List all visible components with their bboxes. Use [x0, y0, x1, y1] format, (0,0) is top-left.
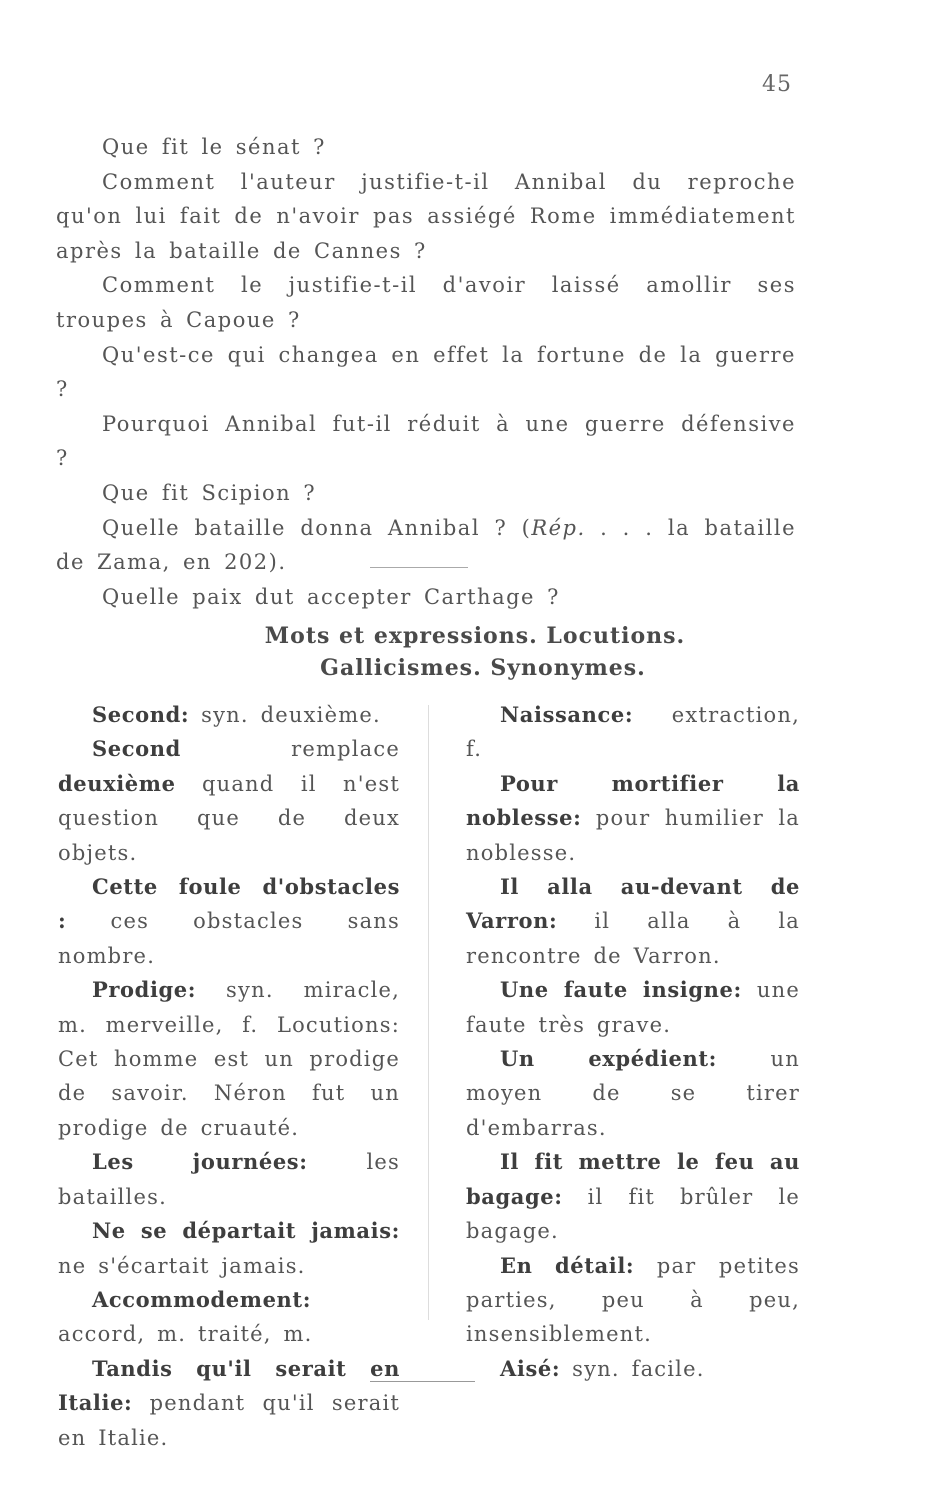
- vocab-term: Second:: [92, 702, 190, 727]
- column-divider: [428, 705, 429, 1320]
- vocab-term: Aisé:: [500, 1355, 561, 1381]
- vocab-entry: [466, 1042, 800, 1145]
- vocab-definition: une faute très grave.: [466, 978, 800, 1037]
- vocab-term: Une faute insigne:: [500, 977, 742, 1003]
- vocab-term: Prodige:: [92, 977, 197, 1003]
- question: Que fit Scipion ?: [102, 480, 317, 505]
- review-questions: [56, 130, 796, 614]
- vocab-entry: [466, 698, 800, 767]
- vocab-definition: pendant qu'il serait en Italie.: [58, 1391, 400, 1450]
- vocab-definition: un moyen de se tirer d'embarras.: [466, 1047, 800, 1140]
- vocab-definition: il fit brûler le bagage.: [466, 1184, 800, 1244]
- italic-abbreviation: Rép.: [531, 515, 586, 540]
- vocab-entry: [466, 870, 800, 973]
- vocab-entry: [58, 1352, 400, 1455]
- vocab-entry: [58, 973, 400, 1145]
- vocab-entry: [466, 1249, 800, 1352]
- question: Quelle paix dut accepter Carthage ?: [102, 584, 560, 609]
- vocab-term: Un expédient:: [500, 1046, 718, 1072]
- question: Qu'est-ce qui changea en effet la fortune de la guerre ?: [56, 342, 796, 402]
- vocab-entry: [58, 698, 400, 732]
- vocab-term: Ne se départait jamais:: [92, 1218, 400, 1244]
- footer-divider: [370, 1381, 475, 1382]
- vocab-entry: [58, 1145, 400, 1214]
- vocab-entry: [466, 1352, 800, 1386]
- section-title: [0, 620, 942, 684]
- vocab-entry: [466, 767, 800, 870]
- question: Quelle bataille donna Annibal ? (Rép. . . . la bataille de Zama, en 202).: [56, 515, 796, 575]
- vocab-definition: extraction, f.: [466, 703, 800, 762]
- vocab-definition: syn. miracle, m. merveille, f. Locutions: Cet homme est un prodige de savoir. Néron fut un prodige de cruauté.: [58, 978, 400, 1140]
- vocab-definition: par petites parties, peu à peu, insensiblement.: [466, 1253, 800, 1347]
- page-number: 45: [762, 72, 792, 97]
- vocab-term: En détail:: [500, 1252, 635, 1278]
- vocab-term: deuxième: [58, 770, 176, 796]
- vocab-term: Naissance:: [500, 702, 634, 727]
- vocab-definition: ces obstacles sans nombre.: [58, 909, 400, 968]
- vocab-definition: quand il n'est question que de deux objets.: [58, 771, 400, 865]
- question: Comment le justifie-t-il d'avoir laissé amollir ses troupes à Capoue ?: [56, 273, 796, 332]
- vocab-entry: [58, 732, 400, 870]
- vocab-definition: les batailles.: [58, 1150, 400, 1209]
- vocab-term: Il fit mettre le feu au bagage:: [466, 1149, 800, 1209]
- vocab-term: Accommodement:: [92, 1286, 312, 1312]
- question: Pourquoi Annibal fut-il réduit à une guerre défensive ?: [56, 411, 796, 471]
- vocab-definition: remplace: [180, 737, 400, 762]
- vocab-definition: il alla à la rencontre de Varron.: [466, 909, 800, 968]
- vocabulary-column-left: [58, 698, 400, 1455]
- section-title-line: Mots et expressions. Locutions.: [264, 623, 686, 649]
- vocab-term: Second: [92, 736, 181, 762]
- vocab-entry: [58, 1214, 400, 1283]
- vocab-definition: ne s'écartait jamais.: [58, 1253, 306, 1278]
- section-divider: [370, 567, 468, 568]
- vocab-entry: [466, 1145, 800, 1248]
- vocab-definition: pour humilier la noblesse.: [466, 806, 800, 865]
- vocab-entry: [58, 1283, 400, 1352]
- vocab-term: Pour mortifier la noblesse:: [466, 770, 800, 831]
- vocabulary-column-right: [466, 698, 800, 1386]
- vocab-term: Cette foule d'obstacles :: [58, 874, 400, 934]
- vocab-term: Les journées:: [92, 1149, 308, 1175]
- question: Comment l'auteur justifie-t-il Annibal du reproche qu'on lui fait de n'avoir pas assiégé Rome immédiatement après la bataille de Cannes ?: [56, 169, 796, 263]
- vocab-definition: syn. facile.: [560, 1356, 705, 1381]
- vocab-definition: syn. deuxième.: [189, 703, 381, 727]
- vocab-definition: accord, m. traité, m.: [58, 1322, 313, 1347]
- vocab-term: Tandis qu'il serait en Italie:: [58, 1355, 400, 1416]
- question: Que fit le sénat ?: [102, 135, 326, 159]
- vocab-entry: [58, 870, 400, 973]
- vocab-term: Il alla au-devant de Varron:: [466, 874, 800, 934]
- vocab-entry: [466, 973, 800, 1042]
- section-title-line: Gallicismes. Synonymes.: [320, 655, 646, 681]
